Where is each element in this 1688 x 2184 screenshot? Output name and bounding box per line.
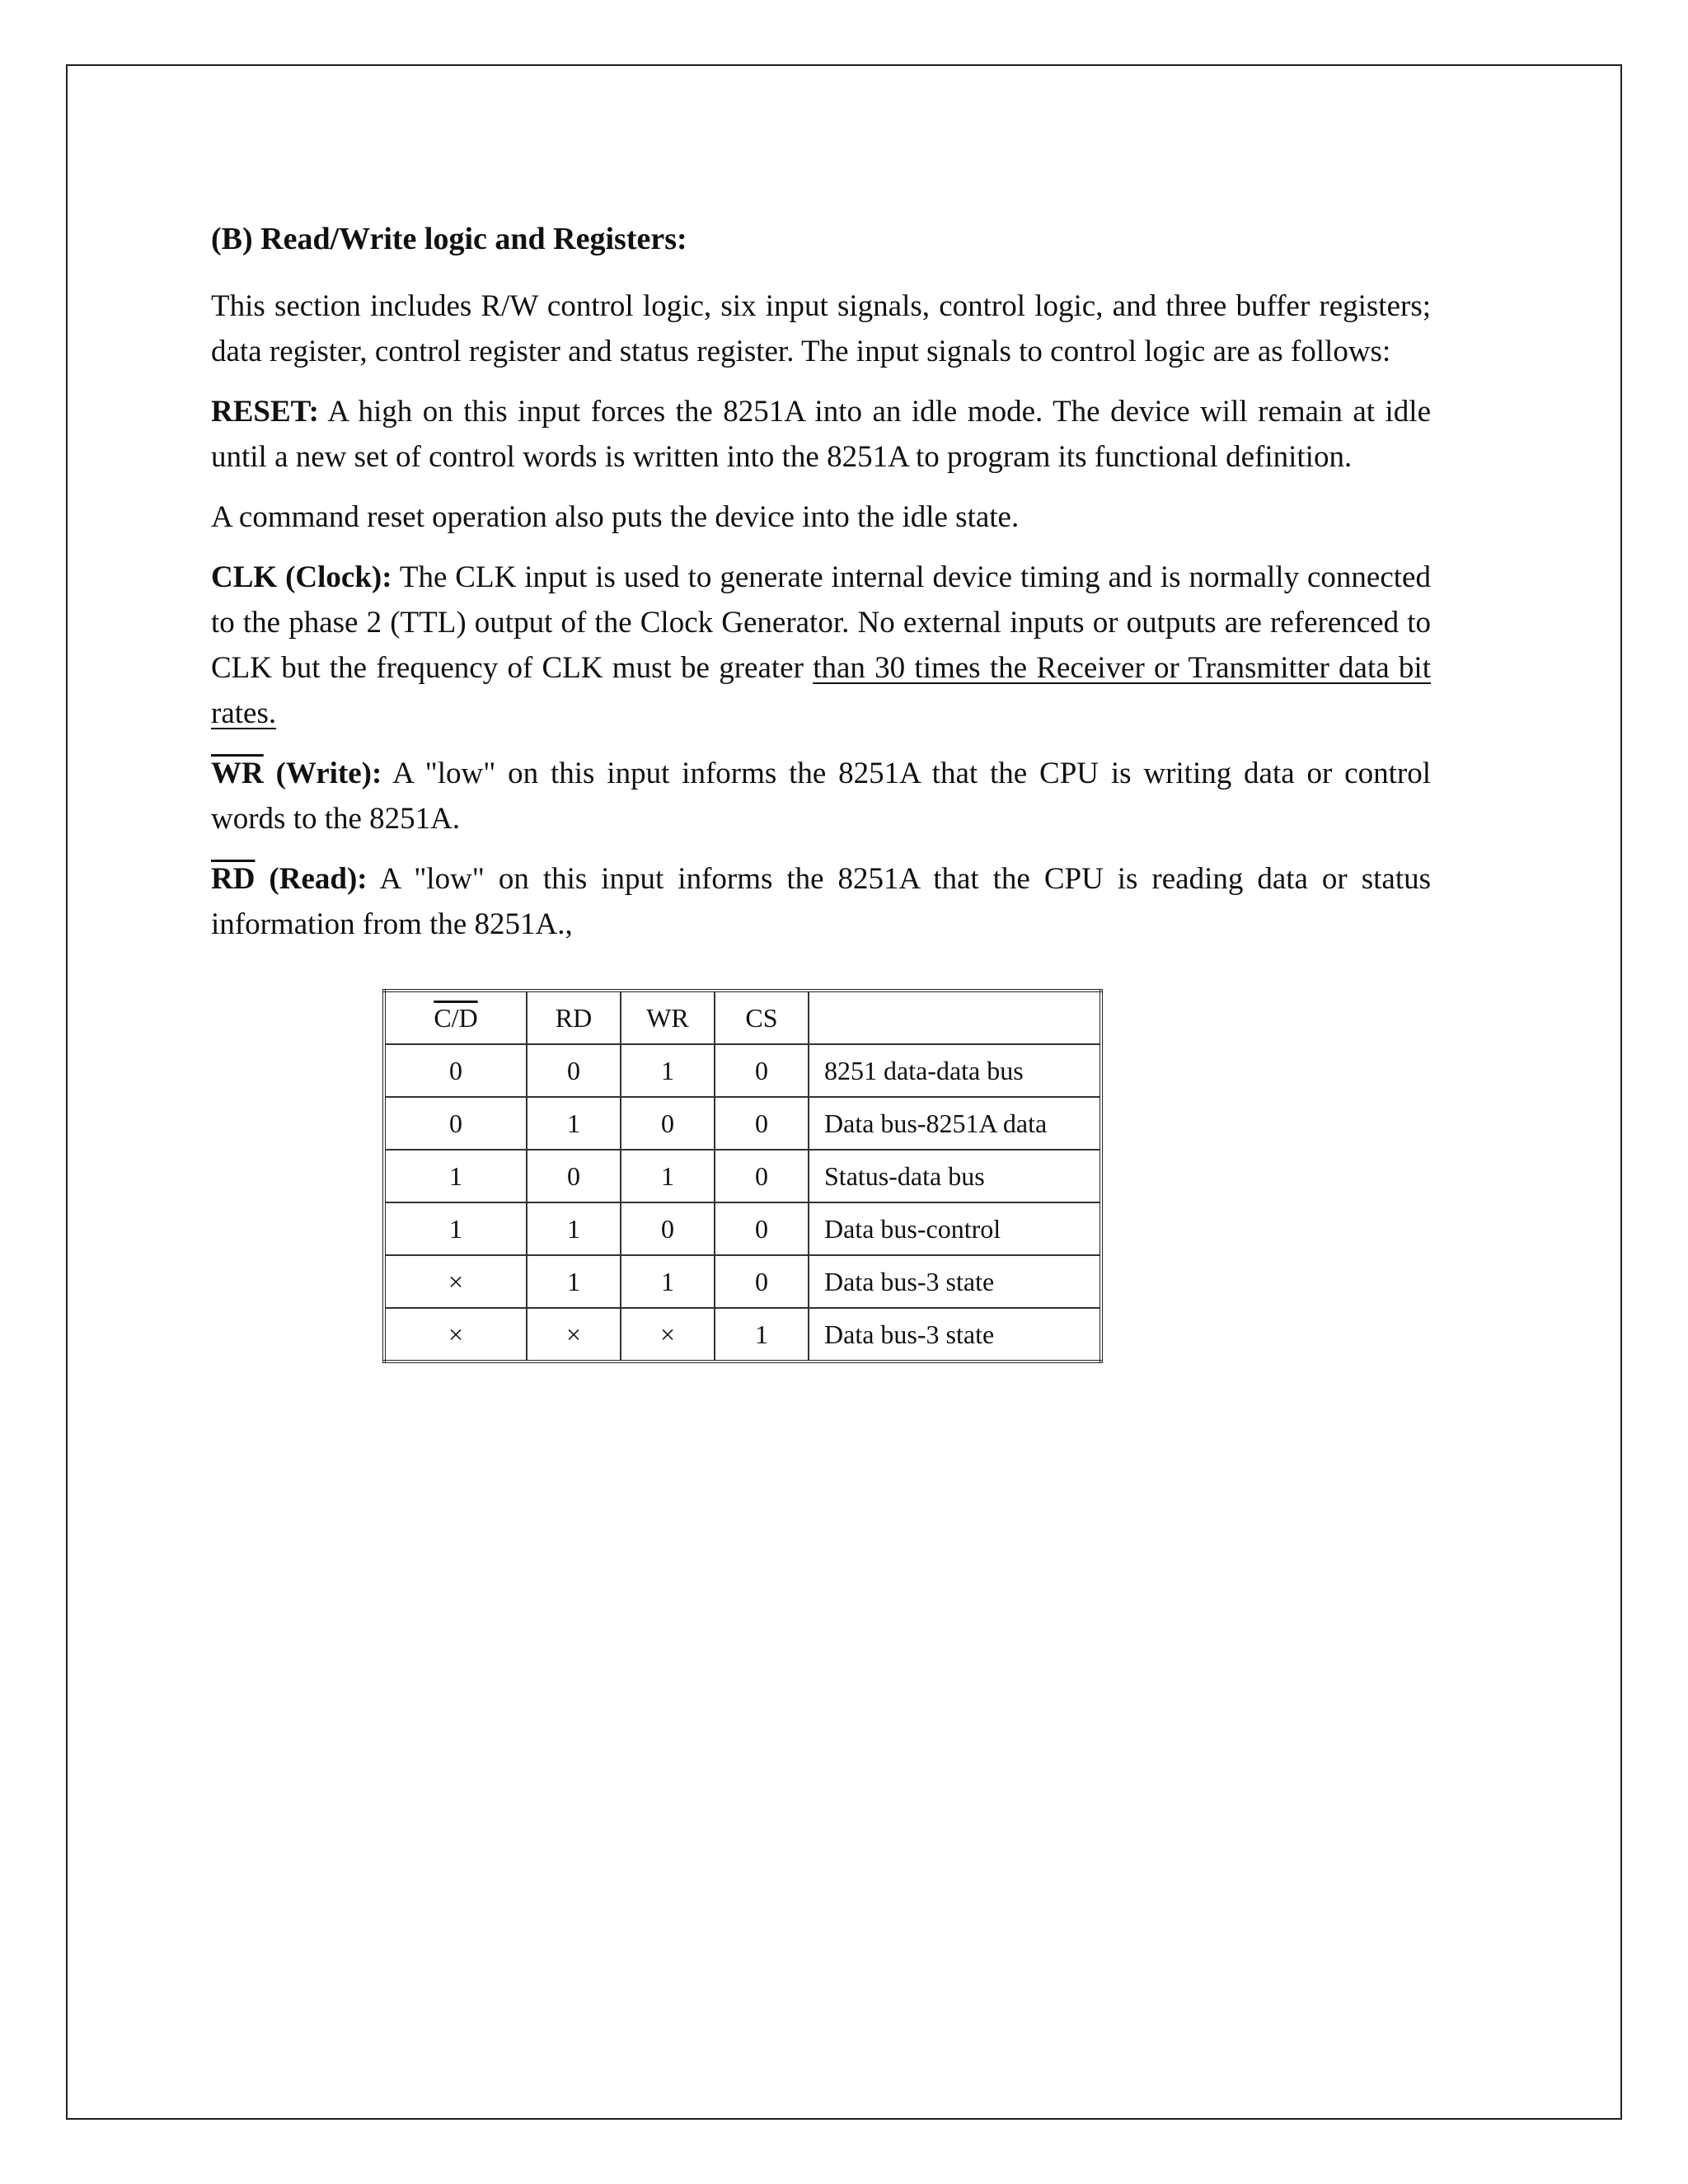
cell-cd: × bbox=[384, 1308, 527, 1361]
cell-rd: × bbox=[527, 1308, 621, 1361]
cell-wr: 1 bbox=[621, 1044, 715, 1097]
rd-term-rest: (Read): bbox=[255, 861, 368, 896]
cell-description: Data bus-8251A data bbox=[809, 1097, 1101, 1150]
header-wr: WR bbox=[621, 991, 715, 1044]
wr-text: A "low" on this input informs the 8251A that the CPU is writing data or control words to the 8251A. bbox=[211, 756, 1431, 836]
reset-paragraph bbox=[211, 389, 1431, 480]
table-row bbox=[384, 1150, 1101, 1202]
section-heading: (B) Read/Write logic and Registers: bbox=[211, 222, 687, 256]
clk-underlined-text: than 30 times the Receiver or Transmitter data bit rates. bbox=[211, 650, 1431, 730]
cell-description: Data bus-control bbox=[809, 1202, 1101, 1255]
table-header-row bbox=[384, 991, 1101, 1044]
cell-description: Status-data bus bbox=[809, 1150, 1101, 1202]
cell-rd: 1 bbox=[527, 1097, 621, 1150]
clk-text-a: The CLK input is used to generate internal device timing and is normally connected to the phase 2 (TTL) output of the Clock Generator. No external inputs or outputs are referenced to CLK but the frequency of CLK must be greater bbox=[211, 560, 1431, 685]
header-cs: CS bbox=[715, 991, 809, 1044]
cell-wr: 1 bbox=[621, 1150, 715, 1202]
cell-cs: 0 bbox=[715, 1097, 809, 1150]
cell-wr: 1 bbox=[621, 1255, 715, 1308]
cell-description: Data bus-3 state bbox=[809, 1255, 1101, 1308]
cell-rd: 1 bbox=[527, 1255, 621, 1308]
header-cd: C/D bbox=[384, 991, 527, 1044]
rd-paragraph bbox=[211, 856, 1431, 947]
header-description bbox=[809, 991, 1101, 1044]
cell-description: Data bus-3 state bbox=[809, 1308, 1101, 1361]
control-signal-table bbox=[382, 989, 1103, 1363]
cell-wr: 0 bbox=[621, 1202, 715, 1255]
cell-cs: 0 bbox=[715, 1044, 809, 1097]
cell-wr: 0 bbox=[621, 1097, 715, 1150]
cell-description: 8251 data-data bus bbox=[809, 1044, 1101, 1097]
reset-term: RESET: bbox=[211, 394, 319, 429]
table-row bbox=[384, 1044, 1101, 1097]
clk-paragraph bbox=[211, 555, 1431, 736]
document-body bbox=[211, 221, 1431, 962]
cell-rd: 0 bbox=[527, 1044, 621, 1097]
clk-term: CLK (Clock): bbox=[211, 560, 392, 594]
cell-wr: × bbox=[621, 1308, 715, 1361]
wr-paragraph bbox=[211, 751, 1431, 841]
cell-cs: 0 bbox=[715, 1255, 809, 1308]
wr-signal-name: $\overline{WR}$ bbox=[211, 756, 264, 790]
cell-cs: 0 bbox=[715, 1150, 809, 1202]
table-row bbox=[384, 1308, 1101, 1361]
cell-cs: 1 bbox=[715, 1308, 809, 1361]
cell-rd: 0 bbox=[527, 1150, 621, 1202]
cell-cd: 0 bbox=[384, 1097, 527, 1150]
wr-term-rest: (Write): bbox=[263, 756, 382, 790]
intro-paragraph: This section includes R/W control logic, six input signals, control logic, and three buffer registers; data register, control register and status register. The input signals to control logic are as follows: bbox=[211, 288, 1431, 368]
reset-note-paragraph: A command reset operation also puts the device into the idle state. bbox=[211, 499, 1020, 534]
header-rd: RD bbox=[527, 991, 621, 1044]
table-row bbox=[384, 1202, 1101, 1255]
cell-cd: 1 bbox=[384, 1202, 527, 1255]
rd-signal-name: $\overline{RD}$ bbox=[211, 861, 256, 896]
table-row bbox=[384, 1255, 1101, 1308]
cell-cd: × bbox=[384, 1255, 527, 1308]
cell-cd: 1 bbox=[384, 1150, 527, 1202]
cell-rd: 1 bbox=[527, 1202, 621, 1255]
cell-cd: 0 bbox=[384, 1044, 527, 1097]
rd-text: A "low" on this input informs the 8251A that the CPU is reading data or status information from the 8251A., bbox=[211, 861, 1431, 941]
cell-cs: 0 bbox=[715, 1202, 809, 1255]
reset-text: A high on this input forces the 8251A into an idle mode. The device will remain at idle until a new set of control words is written into the 8251A to program its functional definition. bbox=[211, 394, 1431, 474]
table-row bbox=[384, 1097, 1101, 1150]
